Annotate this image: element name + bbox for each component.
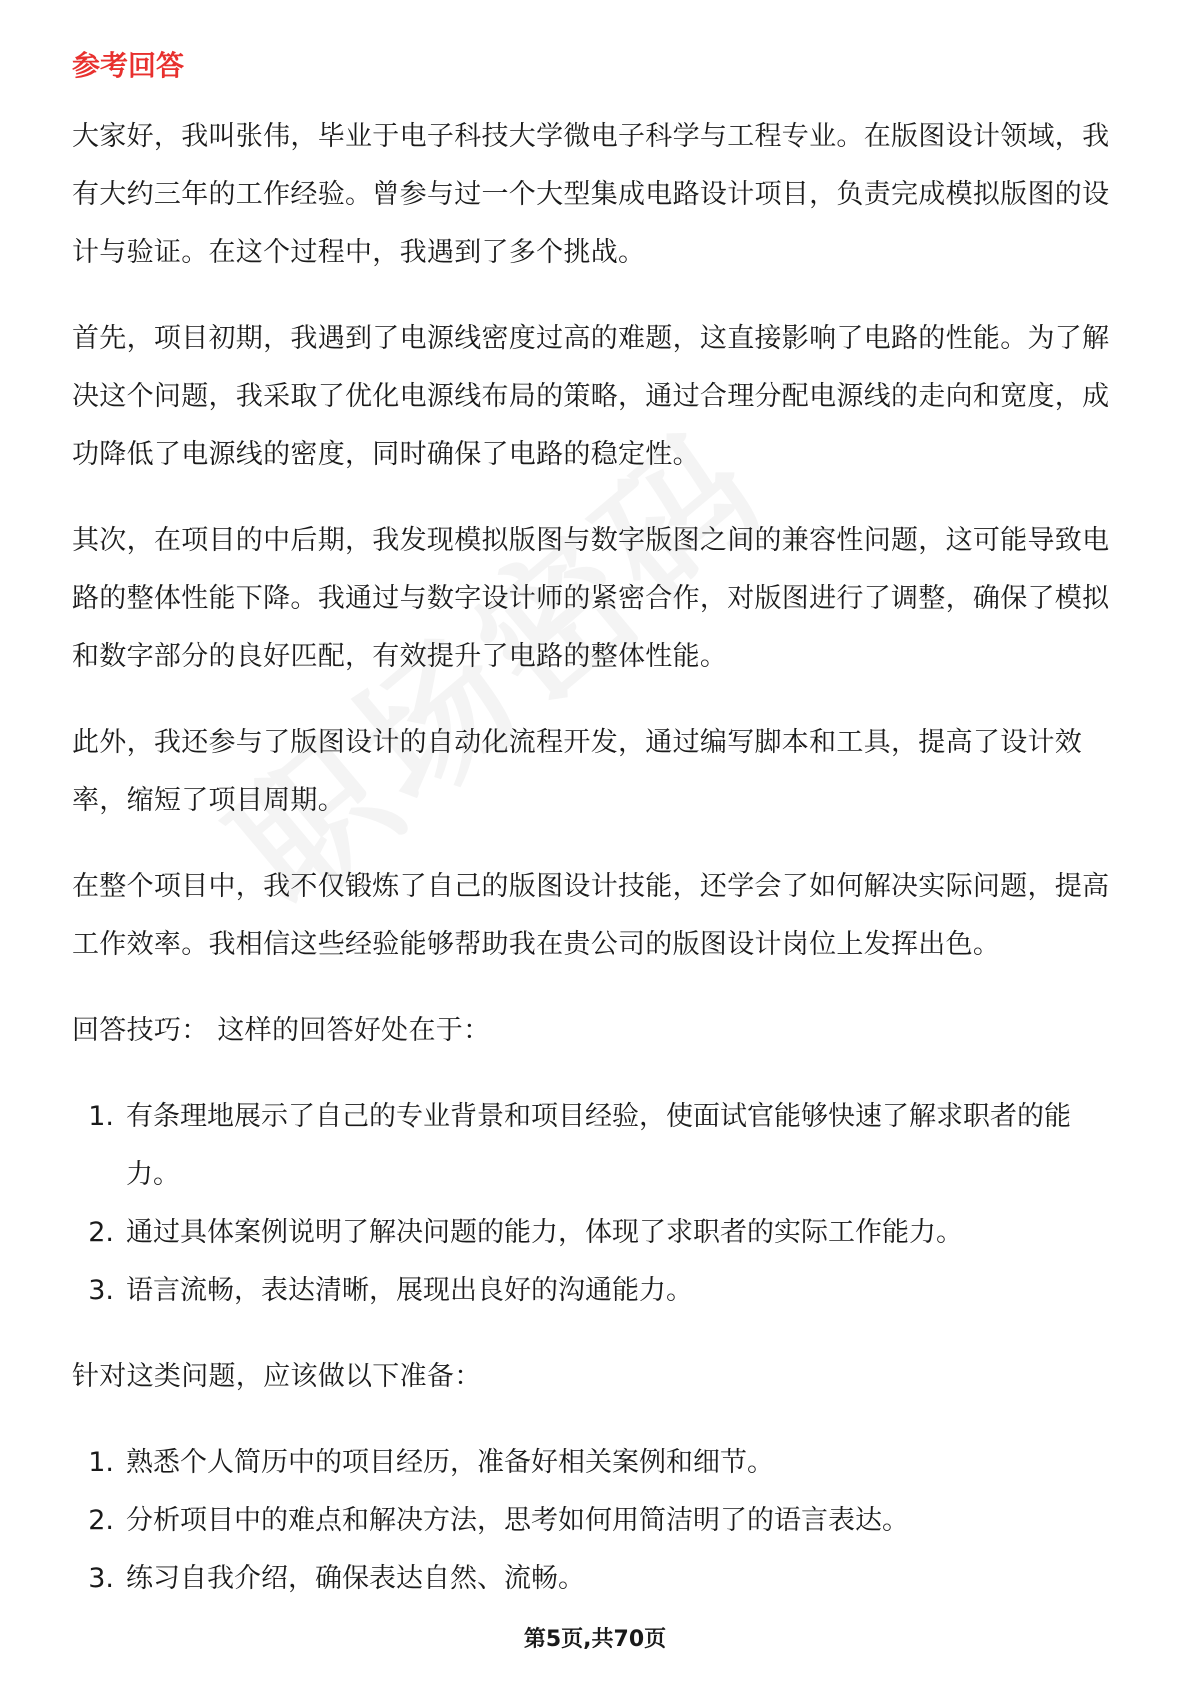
section-title: 参考回答 bbox=[72, 49, 185, 82]
list-text: 通过具体案例说明了解决问题的能力，体现了求职者的实际工作能力。 bbox=[126, 1217, 963, 1248]
paragraph-intro: 大家好，我叫张伟，毕业于电子科技大学微电子科学与工程专业。在版图设计领域，我有大约三年的工作经验。曾参与过一个大型集成电路设计项目，负责完成模拟版图的设计与验证。在这个过程中，我遇到了多个挑战。 bbox=[72, 121, 1110, 268]
list-text: 熟悉个人简历中的项目经历，准备好相关案例和细节。 bbox=[126, 1447, 774, 1478]
page-footer: 第5页,共70页 bbox=[523, 1627, 667, 1652]
list-number: 3. bbox=[88, 1275, 114, 1306]
list-text: 分析项目中的难点和解决方法，思考如何用简洁明了的语言表达。 bbox=[126, 1505, 909, 1536]
list-number: 1. bbox=[88, 1447, 114, 1478]
list-number: 2. bbox=[88, 1217, 114, 1248]
prep-heading: 针对这类问题，应该做以下准备： bbox=[72, 1361, 482, 1392]
paragraph-second: 其次，在项目的中后期，我发现模拟版图与数字版图之间的兼容性问题，这可能导致电路的整体性能下降。我通过与数字设计师的紧密合作，对版图进行了调整，确保了模拟和数字部分的良好匹配，有效提升了电路的整体性能。 bbox=[72, 525, 1110, 672]
list-item bbox=[72, 1492, 1118, 1550]
document-body bbox=[72, 46, 1118, 1636]
list-item bbox=[72, 1550, 1118, 1608]
list-item bbox=[72, 1088, 1118, 1204]
tips-heading: 回答技巧： 这样的回答好处在于： bbox=[72, 1015, 491, 1046]
prep-list bbox=[72, 1434, 1118, 1608]
list-text: 练习自我介绍，确保表达自然、流畅。 bbox=[126, 1563, 585, 1594]
list-number: 2. bbox=[88, 1505, 114, 1536]
list-text: 有条理地展示了自己的专业背景和项目经验，使面试官能够快速了解求职者的能力。 bbox=[126, 1101, 1071, 1190]
paragraph-conclusion: 在整个项目中，我不仅锻炼了自己的版图设计技能，还学会了如何解决实际问题，提高工作效率。我相信这些经验能够帮助我在贵公司的版图设计岗位上发挥出色。 bbox=[72, 871, 1110, 960]
list-number: 3. bbox=[88, 1563, 114, 1594]
paragraph-first: 首先，项目初期，我遇到了电源线密度过高的难题，这直接影响了电路的性能。为了解决这个问题，我采取了优化电源线布局的策略，通过合理分配电源线的走向和宽度，成功降低了电源线的密度，同时确保了电路的稳定性。 bbox=[72, 323, 1110, 470]
list-text: 语言流畅，表达清晰，展现出良好的沟通能力。 bbox=[126, 1275, 693, 1306]
list-item bbox=[72, 1204, 1118, 1262]
list-item bbox=[72, 1434, 1118, 1492]
list-number: 1. bbox=[88, 1101, 114, 1132]
tips-list bbox=[72, 1088, 1118, 1320]
list-item bbox=[72, 1262, 1118, 1320]
paragraph-additional: 此外，我还参与了版图设计的自动化流程开发，通过编写脚本和工具，提高了设计效率，缩短了项目周期。 bbox=[72, 727, 1083, 816]
